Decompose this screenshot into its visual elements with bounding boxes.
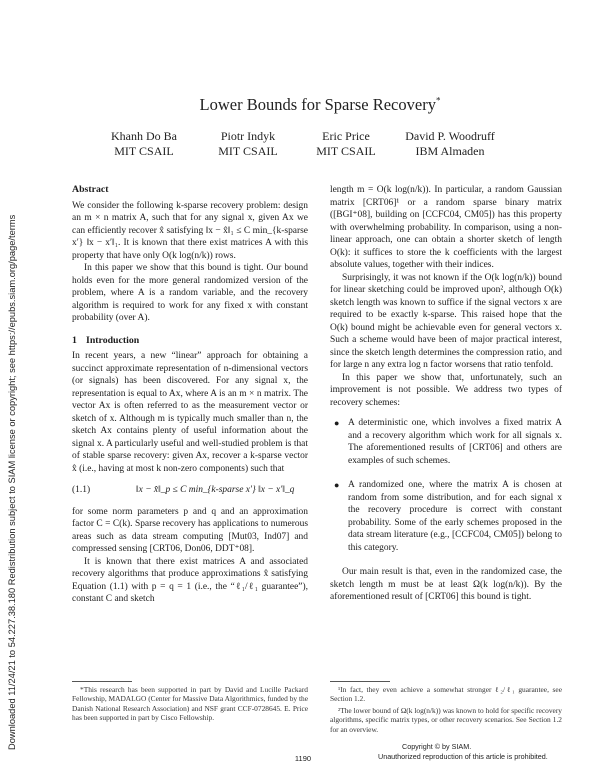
body-paragraph: It is known that there exist matrices A and associated recovery algorithms that produce approximations x̂ satisfying Equation (1.1) with p = q = 1 (i.e., the “ℓ₁/ℓ₁ guarantee”), constant C and sketch: [72, 556, 308, 604]
paper-title-text: Lower Bounds for Sparse Recovery: [199, 95, 436, 114]
footnotes-left: [72, 685, 308, 725]
author-affiliation: MIT CSAIL: [316, 144, 376, 158]
author-affiliation: MIT CSAIL: [218, 144, 278, 158]
list-item-text: A deterministic one, which involves a fixed matrix A and a recovery algorithm which work for all signals x. The aforementioned results of [CRT06] and others are examples of such schemes.: [348, 418, 562, 466]
body-paragraph: Surprisingly, it was not known if the O(k log(n/k)) bound for linear sketching could be improved upon², although O(k) sketch length was known to suffice if the signal vectors x are required to be exactly k-sparse. This raised hope that the O(k) bound might be achievable even for general vectors x. Such a scheme would have been of major practical interest, since the sketch length determines the compression ratio, and for large n any extra log n factor worsens that ratio tenfold.: [330, 272, 562, 370]
footnote: ²The lower bound of Ω(k log(n/k)) was known to hold for specific recovery algorithms, specific matrix types, or other recovery scenarios. See Section 1.2 for an overview.: [330, 705, 562, 734]
author-name: Khanh Do Ba: [111, 129, 177, 143]
equation-text: ‖x − x̂‖_p ≤ C min_{k-sparse x′} ‖x − x′‖_q: [136, 485, 295, 495]
copyright-line: Unauthorized reproduction of this article is prohibited.: [378, 751, 548, 761]
recovery-scheme-list: [330, 417, 562, 554]
author-name: Eric Price: [322, 129, 370, 143]
footnote: *This research has been supported in part by David and Lucille Packard Fellowship, MADALGO (Center for Massive Data Algorithmics, funded by the Danish National Research Association) and NSF grant CCF-0728645. E. Price has been supported in part by Cisco Fellowship.: [72, 685, 308, 723]
title-footnote-mark: *: [435, 95, 441, 106]
footnote-divider: [72, 681, 132, 682]
list-item: [330, 417, 562, 467]
copyright-line: Copyright © by SIAM.: [402, 742, 472, 751]
author-name: Piotr Indyk: [220, 129, 276, 143]
abstract-paragraph: In this paper we show that this bound is tight. Our bound holds even for the more general randomized version of the problem, where A is a random variable, and the recovery algorithm is required to work for any fixed x with constant probability (over A).: [72, 263, 308, 323]
left-column: [72, 184, 308, 606]
bullet-icon: ●: [334, 480, 340, 490]
list-item-text: A randomized one, where the matrix A is chosen at random from some distribution, and for each signal x the recovery procedure is correct with constant probability. Some of the early schemes proposed in the data stream literature (e.g., [CCFC04, CM05]) belong to this category.: [348, 480, 562, 553]
page-number: 1190: [294, 754, 312, 763]
footnotes-right: [330, 685, 562, 736]
equation-1-1: [72, 484, 308, 497]
copyright-notice: [372, 742, 572, 761]
section-heading: [72, 335, 308, 348]
right-column: [330, 184, 562, 604]
paper-title: [60, 95, 580, 115]
list-item: [330, 479, 562, 554]
body-paragraph: Our main result is that, even in the randomized case, the sketch length m must be at least Ω(k log(n/k)). By the aforementioned result of [CRT06] this bound is tight.: [330, 567, 562, 602]
body-paragraph: length m = O(k log(n/k)). In particular, a random Gaussian matrix [CRT06]¹ or a random sparse binary matrix ([BGI⁺08], building on [CCFC04, CM05]) has this property with overwhelming probability. In comparison, using a non-linear approach, one can obtain a shorter sketch of length O(k): it suffices to store the k coefficients with the largest absolute values, together with their indices.: [330, 185, 562, 270]
section-title: Introduction: [86, 334, 140, 346]
equation-number: (1.1): [72, 485, 91, 495]
body-paragraph: for some norm parameters p and q and an approximation factor C = C(k). Sparse recovery has applications to numerous areas such as data stream computing [Mut03, Ind07] and compressed sensing [CRT06, Don06, DDT⁺08].: [72, 506, 308, 554]
abstract-heading: Abstract: [72, 184, 109, 195]
abstract-paragraph: We consider the following k-sparse recovery problem: design an m × n matrix A, such that for any signal x, given Ax we can efficiently recover x̂ satisfying ‖x − x̂‖₁ ≤ C min_{k-sparse x′} ‖x − x′‖₁. It is known that there exist matrices A with this property that have only O(k log(n/k)) rows.: [72, 200, 308, 261]
author-name: David P. Woodruff: [405, 129, 495, 143]
footnote-divider: [330, 681, 390, 682]
download-notice: Downloaded 11/24/21 to 54.227.38.180 Redistribution subject to SIAM license or copyright; see https://epubs.siam.org/page/terms: [7, 214, 17, 750]
body-paragraph: In this paper we show that, unfortunately, such an improvement is not possible. We address two types of recovery schemes:: [330, 372, 562, 408]
body-paragraph: In recent years, a new “linear” approach for obtaining a succinct approximate representation of n-dimensional vectors (or signals) has been discovered. For any signal x, the representation is equal to Ax, where A is an m × n matrix. The vector Ax is often referred to as the measurement vector or sketch of x. Although m is typically much smaller than n, the sketch Ax contains plenty of useful information about the signal x. A particularly useful and well-studied problem is that of stable sparse recovery: given Ax, recover a k-sparse vector x̂ (i.e., having at most k non-zero components) such that: [72, 351, 308, 474]
footnote: ¹In fact, they even achieve a somewhat stronger ℓ₂/ℓ₁ guarantee, see Section 1.2.: [330, 685, 562, 704]
bullet-icon: ●: [334, 418, 340, 428]
author-affiliation: IBM Almaden: [415, 144, 485, 158]
author-block: [380, 129, 520, 159]
section-number: 1: [72, 334, 77, 346]
author-affiliation: MIT CSAIL: [114, 144, 174, 158]
